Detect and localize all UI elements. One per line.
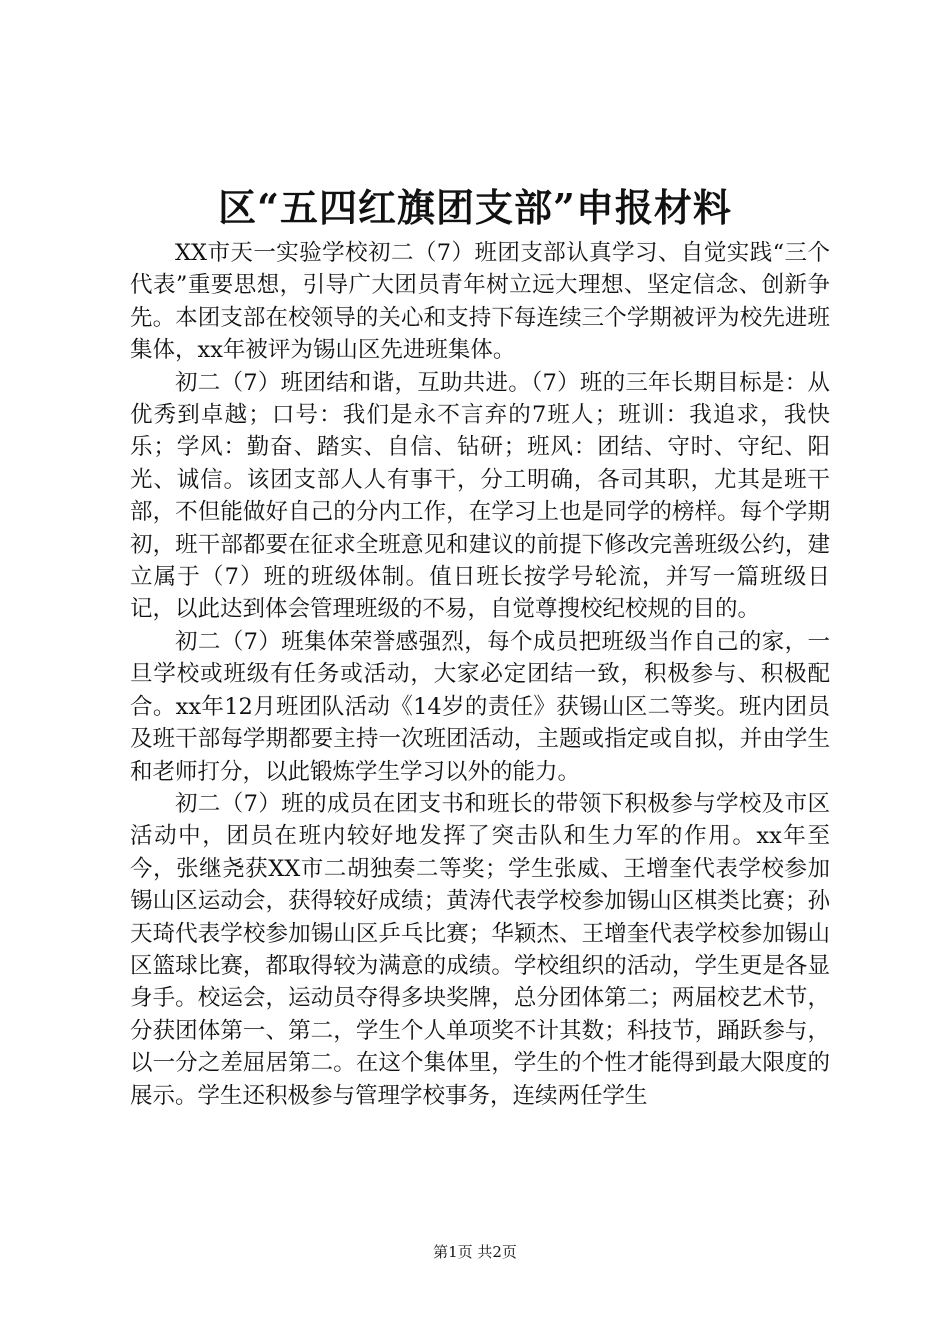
paragraph-1: XX市天一实验学校初二（7）班团支部认真学习、自觉实践“三个代表”重要思想，引导广大团员青年树立远大理想、坚定信念、创新争先。本团支部在校领导的关心和支持下每连续三个学期被评为校先进班集体，xx年被评为锡山区先进班集体。 [130, 240, 830, 364]
paragraph-2: 初二（7）班团结和谐，互助共进。（7）班的三年长期目标是：从优秀到卓越；口号：我们是永不言弃的7班人；班训：我追求，我快乐；学风：勤奋、踏实、自信、钻研；班风：团结、守时、守纪、阳光、诚信。该团支部人人有事干，分工明确，各司其职，尤其是班干部，不但能做好自己的分内工作，在学习上也是同学的榜样。每个学期初，班干部都要在征求全班意见和建议的前提下修改完善班级公约，建立属于（7）班的班级体制。值日班长按学号轮流，并写一篇班级日记，以此达到体会管理班级的不易，自觉尊搜校纪校规的目的。 [130, 369, 830, 623]
document-body [130, 237, 830, 1112]
paragraph-4: 初二（7）班的成员在团支书和班长的带领下积极参与学校及市区活动中，团员在班内较好地发挥了突击队和生力军的作用。xx年至今，张继尧获XX市二胡独奏二等奖；学生张威、王增奎代表学校参加锡山区运动会，获得较好成绩；黄涛代表学校参加锡山区棋类比赛；孙天琦代表学校参加锡山区乒乓比赛；华颖杰、王增奎代表学校参加锡山区篮球比赛，都取得较为满意的成绩。学校组织的活动，学生更是各显身手。校运会，运动员夺得多块奖牌，总分团体第二；两届校艺术节，分获团体第一、第二，学生个人单项奖不计其数；科技节，踊跃参与，以一分之差屈居第二。在这个集体里，学生的个性才能得到最大限度的展示。学生还积极参与管理学校事务，连续两任学生 [130, 790, 830, 1109]
document-title: 区“五四红旗团支部”申报材料 [218, 185, 732, 230]
paragraph-3: 初二（7）班集体荣誉感强烈，每个成员把班级当作自己的家，一旦学校或班级有任务或活动，大家必定团结一致，积极参与、积极配合。xx年12月班团队活动《14岁的责任》获锡山区二等奖。班内团员及班干部每学期都要主持一次班团活动，主题或指定或自拟，并由学生和老师打分，以此锻炼学生学习以外的能力。 [130, 628, 830, 785]
page-number-footer: 第1页 共2页 [433, 1243, 517, 1261]
